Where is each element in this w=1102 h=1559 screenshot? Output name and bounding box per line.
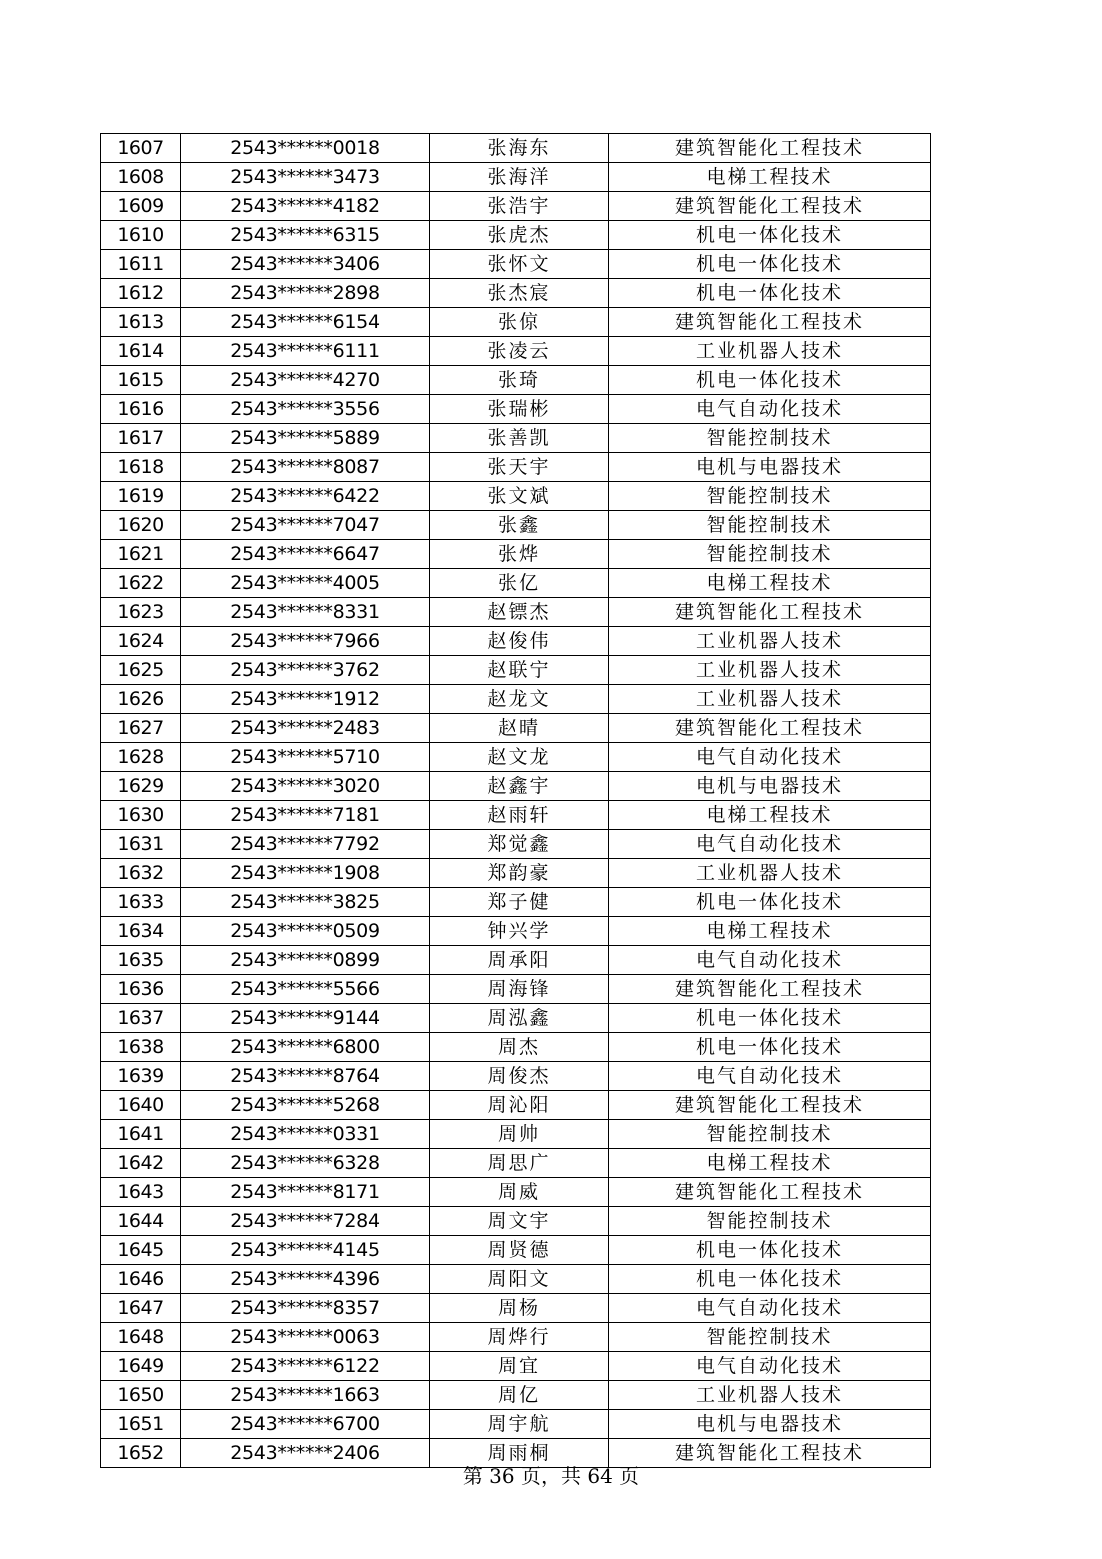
id-number-cell: 2543******8171	[181, 1178, 430, 1207]
table-body	[101, 134, 931, 1468]
id-number-cell: 2543******2483	[181, 714, 430, 743]
table-row	[101, 1410, 931, 1439]
row-number-cell: 1631	[101, 830, 181, 859]
student-name-cell: 张浩宇	[430, 192, 609, 221]
table-row	[101, 192, 931, 221]
id-number-cell: 2543******4270	[181, 366, 430, 395]
table-row	[101, 1381, 931, 1410]
id-number-cell: 2543******0063	[181, 1323, 430, 1352]
row-number-cell: 1639	[101, 1062, 181, 1091]
row-number-cell: 1611	[101, 250, 181, 279]
major-cell: 电气自动化技术	[609, 1294, 931, 1323]
id-number-cell: 2543******7284	[181, 1207, 430, 1236]
student-name-cell: 张海洋	[430, 163, 609, 192]
table-row	[101, 975, 931, 1004]
row-number-cell: 1620	[101, 511, 181, 540]
id-number-cell: 2543******4145	[181, 1236, 430, 1265]
major-cell: 电气自动化技术	[609, 946, 931, 975]
row-number-cell: 1630	[101, 801, 181, 830]
row-number-cell: 1614	[101, 337, 181, 366]
table-row	[101, 540, 931, 569]
student-name-cell: 张善凯	[430, 424, 609, 453]
major-cell: 建筑智能化工程技术	[609, 1439, 931, 1468]
major-cell: 工业机器人技术	[609, 1381, 931, 1410]
row-number-cell: 1609	[101, 192, 181, 221]
student-name-cell: 周承阳	[430, 946, 609, 975]
table-row	[101, 221, 931, 250]
id-number-cell: 2543******2406	[181, 1439, 430, 1468]
id-number-cell: 2543******4182	[181, 192, 430, 221]
id-number-cell: 2543******3406	[181, 250, 430, 279]
major-cell: 工业机器人技术	[609, 337, 931, 366]
table-row	[101, 482, 931, 511]
row-number-cell: 1619	[101, 482, 181, 511]
table-row	[101, 1265, 931, 1294]
student-name-cell: 周亿	[430, 1381, 609, 1410]
student-name-cell: 郑子健	[430, 888, 609, 917]
major-cell: 电机与电器技术	[609, 1410, 931, 1439]
major-cell: 工业机器人技术	[609, 656, 931, 685]
student-name-cell: 周沁阳	[430, 1091, 609, 1120]
table-row	[101, 946, 931, 975]
major-cell: 机电一体化技术	[609, 1236, 931, 1265]
id-number-cell: 2543******6111	[181, 337, 430, 366]
major-cell: 工业机器人技术	[609, 685, 931, 714]
id-number-cell: 2543******7966	[181, 627, 430, 656]
row-number-cell: 1638	[101, 1033, 181, 1062]
student-name-cell: 张天宇	[430, 453, 609, 482]
table-row	[101, 1178, 931, 1207]
major-cell: 机电一体化技术	[609, 221, 931, 250]
major-cell: 机电一体化技术	[609, 1004, 931, 1033]
major-cell: 建筑智能化工程技术	[609, 1178, 931, 1207]
student-name-cell: 周海锋	[430, 975, 609, 1004]
table-row	[101, 1120, 931, 1149]
student-name-cell: 周文宇	[430, 1207, 609, 1236]
id-number-cell: 2543******5566	[181, 975, 430, 1004]
row-number-cell: 1649	[101, 1352, 181, 1381]
major-cell: 电梯工程技术	[609, 801, 931, 830]
table-row	[101, 627, 931, 656]
student-name-cell: 郑韵豪	[430, 859, 609, 888]
id-number-cell: 2543******4005	[181, 569, 430, 598]
page-footer: 第 36 页，共 64 页	[462, 1464, 640, 1488]
student-name-cell: 周杰	[430, 1033, 609, 1062]
student-name-cell: 周贤德	[430, 1236, 609, 1265]
table-row	[101, 598, 931, 627]
table-row	[101, 888, 931, 917]
row-number-cell: 1607	[101, 134, 181, 163]
row-number-cell: 1641	[101, 1120, 181, 1149]
id-number-cell: 2543******3556	[181, 395, 430, 424]
row-number-cell: 1627	[101, 714, 181, 743]
table-row	[101, 1352, 931, 1381]
row-number-cell: 1651	[101, 1410, 181, 1439]
id-number-cell: 2543******0018	[181, 134, 430, 163]
major-cell: 智能控制技术	[609, 540, 931, 569]
student-name-cell: 赵龙文	[430, 685, 609, 714]
major-cell: 机电一体化技术	[609, 279, 931, 308]
table-row	[101, 743, 931, 772]
id-number-cell: 2543******6328	[181, 1149, 430, 1178]
major-cell: 电机与电器技术	[609, 772, 931, 801]
row-number-cell: 1644	[101, 1207, 181, 1236]
table-row	[101, 830, 931, 859]
id-number-cell: 2543******8087	[181, 453, 430, 482]
table-row	[101, 801, 931, 830]
row-number-cell: 1629	[101, 772, 181, 801]
id-number-cell: 2543******6154	[181, 308, 430, 337]
row-number-cell: 1636	[101, 975, 181, 1004]
id-number-cell: 2543******9144	[181, 1004, 430, 1033]
row-number-cell: 1635	[101, 946, 181, 975]
table-row	[101, 685, 931, 714]
id-number-cell: 2543******0331	[181, 1120, 430, 1149]
id-number-cell: 2543******4396	[181, 1265, 430, 1294]
student-name-cell: 张琦	[430, 366, 609, 395]
table-row	[101, 1004, 931, 1033]
table-row	[101, 337, 931, 366]
id-number-cell: 2543******1908	[181, 859, 430, 888]
major-cell: 智能控制技术	[609, 424, 931, 453]
id-number-cell: 2543******1663	[181, 1381, 430, 1410]
major-cell: 机电一体化技术	[609, 1265, 931, 1294]
major-cell: 智能控制技术	[609, 1207, 931, 1236]
row-number-cell: 1647	[101, 1294, 181, 1323]
id-number-cell: 2543******8764	[181, 1062, 430, 1091]
major-cell: 电机与电器技术	[609, 453, 931, 482]
table-row	[101, 859, 931, 888]
table-row	[101, 424, 931, 453]
major-cell: 电气自动化技术	[609, 1352, 931, 1381]
student-name-cell: 赵鑫宇	[430, 772, 609, 801]
table-row	[101, 1149, 931, 1178]
row-number-cell: 1646	[101, 1265, 181, 1294]
id-number-cell: 2543******0899	[181, 946, 430, 975]
major-cell: 机电一体化技术	[609, 250, 931, 279]
student-name-cell: 钟兴学	[430, 917, 609, 946]
student-name-cell: 周烨行	[430, 1323, 609, 1352]
major-cell: 建筑智能化工程技术	[609, 192, 931, 221]
student-name-cell: 张倞	[430, 308, 609, 337]
id-number-cell: 2543******7181	[181, 801, 430, 830]
table-row	[101, 250, 931, 279]
student-name-cell: 周思广	[430, 1149, 609, 1178]
major-cell: 智能控制技术	[609, 1120, 931, 1149]
student-name-cell: 赵镖杰	[430, 598, 609, 627]
major-cell: 电气自动化技术	[609, 395, 931, 424]
major-cell: 建筑智能化工程技术	[609, 598, 931, 627]
id-number-cell: 2543******3020	[181, 772, 430, 801]
table-row	[101, 308, 931, 337]
row-number-cell: 1618	[101, 453, 181, 482]
id-number-cell: 2543******6315	[181, 221, 430, 250]
id-number-cell: 2543******6700	[181, 1410, 430, 1439]
major-cell: 电气自动化技术	[609, 1062, 931, 1091]
major-cell: 建筑智能化工程技术	[609, 308, 931, 337]
table-row	[101, 1294, 931, 1323]
major-cell: 电梯工程技术	[609, 163, 931, 192]
student-name-cell: 张海东	[430, 134, 609, 163]
major-cell: 机电一体化技术	[609, 1033, 931, 1062]
student-name-cell: 赵文龙	[430, 743, 609, 772]
row-number-cell: 1625	[101, 656, 181, 685]
student-name-cell: 张凌云	[430, 337, 609, 366]
table-row	[101, 134, 931, 163]
id-number-cell: 2543******8331	[181, 598, 430, 627]
major-cell: 机电一体化技术	[609, 366, 931, 395]
major-cell: 智能控制技术	[609, 511, 931, 540]
major-cell: 建筑智能化工程技术	[609, 134, 931, 163]
student-name-cell: 周宇航	[430, 1410, 609, 1439]
table-row	[101, 366, 931, 395]
major-cell: 建筑智能化工程技术	[609, 714, 931, 743]
major-cell: 工业机器人技术	[609, 627, 931, 656]
row-number-cell: 1621	[101, 540, 181, 569]
id-number-cell: 2543******7792	[181, 830, 430, 859]
row-number-cell: 1637	[101, 1004, 181, 1033]
row-number-cell: 1642	[101, 1149, 181, 1178]
table-row	[101, 1236, 931, 1265]
table-row	[101, 714, 931, 743]
row-number-cell: 1648	[101, 1323, 181, 1352]
id-number-cell: 2543******3825	[181, 888, 430, 917]
student-name-cell: 周俊杰	[430, 1062, 609, 1091]
row-number-cell: 1622	[101, 569, 181, 598]
student-name-cell: 张瑞彬	[430, 395, 609, 424]
id-number-cell: 2543******3473	[181, 163, 430, 192]
major-cell: 电梯工程技术	[609, 917, 931, 946]
id-number-cell: 2543******8357	[181, 1294, 430, 1323]
major-cell: 建筑智能化工程技术	[609, 975, 931, 1004]
student-name-cell: 张文斌	[430, 482, 609, 511]
row-number-cell: 1608	[101, 163, 181, 192]
table-row	[101, 1062, 931, 1091]
student-name-cell: 赵雨轩	[430, 801, 609, 830]
row-number-cell: 1626	[101, 685, 181, 714]
student-name-cell: 张烨	[430, 540, 609, 569]
row-number-cell: 1616	[101, 395, 181, 424]
major-cell: 电梯工程技术	[609, 1149, 931, 1178]
student-name-cell: 周杨	[430, 1294, 609, 1323]
table-row	[101, 772, 931, 801]
major-cell: 电气自动化技术	[609, 743, 931, 772]
row-number-cell: 1645	[101, 1236, 181, 1265]
row-number-cell: 1613	[101, 308, 181, 337]
row-number-cell: 1615	[101, 366, 181, 395]
major-cell: 工业机器人技术	[609, 859, 931, 888]
table-row	[101, 1323, 931, 1352]
table-row	[101, 656, 931, 685]
row-number-cell: 1640	[101, 1091, 181, 1120]
id-number-cell: 2543******6800	[181, 1033, 430, 1062]
table-row	[101, 1091, 931, 1120]
student-name-cell: 张虎杰	[430, 221, 609, 250]
row-number-cell: 1652	[101, 1439, 181, 1468]
row-number-cell: 1632	[101, 859, 181, 888]
id-number-cell: 2543******5710	[181, 743, 430, 772]
table-row	[101, 917, 931, 946]
student-name-cell: 张怀文	[430, 250, 609, 279]
row-number-cell: 1628	[101, 743, 181, 772]
major-cell: 电梯工程技术	[609, 569, 931, 598]
table-row	[101, 1033, 931, 1062]
id-number-cell: 2543******1912	[181, 685, 430, 714]
table-row	[101, 163, 931, 192]
student-name-cell: 赵联宁	[430, 656, 609, 685]
table-row	[101, 1207, 931, 1236]
table-row	[101, 395, 931, 424]
row-number-cell: 1617	[101, 424, 181, 453]
row-number-cell: 1612	[101, 279, 181, 308]
id-number-cell: 2543******0509	[181, 917, 430, 946]
table-row	[101, 569, 931, 598]
student-name-cell: 赵晴	[430, 714, 609, 743]
id-number-cell: 2543******6122	[181, 1352, 430, 1381]
row-number-cell: 1623	[101, 598, 181, 627]
row-number-cell: 1633	[101, 888, 181, 917]
student-name-cell: 郑觉鑫	[430, 830, 609, 859]
student-name-cell: 张亿	[430, 569, 609, 598]
id-number-cell: 2543******2898	[181, 279, 430, 308]
id-number-cell: 2543******6422	[181, 482, 430, 511]
row-number-cell: 1643	[101, 1178, 181, 1207]
student-name-cell: 张鑫	[430, 511, 609, 540]
row-number-cell: 1610	[101, 221, 181, 250]
student-list-table	[100, 133, 931, 1468]
student-name-cell: 周宜	[430, 1352, 609, 1381]
major-cell: 智能控制技术	[609, 482, 931, 511]
student-name-cell: 周阳文	[430, 1265, 609, 1294]
table-row	[101, 511, 931, 540]
table-row	[101, 279, 931, 308]
row-number-cell: 1634	[101, 917, 181, 946]
id-number-cell: 2543******3762	[181, 656, 430, 685]
student-name-cell: 张杰宸	[430, 279, 609, 308]
row-number-cell: 1650	[101, 1381, 181, 1410]
major-cell: 智能控制技术	[609, 1323, 931, 1352]
row-number-cell: 1624	[101, 627, 181, 656]
id-number-cell: 2543******5889	[181, 424, 430, 453]
student-name-cell: 周雨桐	[430, 1439, 609, 1468]
student-name-cell: 赵俊伟	[430, 627, 609, 656]
table-row	[101, 453, 931, 482]
student-name-cell: 周泓鑫	[430, 1004, 609, 1033]
id-number-cell: 2543******6647	[181, 540, 430, 569]
id-number-cell: 2543******7047	[181, 511, 430, 540]
major-cell: 机电一体化技术	[609, 888, 931, 917]
student-name-cell: 周威	[430, 1178, 609, 1207]
major-cell: 建筑智能化工程技术	[609, 1091, 931, 1120]
id-number-cell: 2543******5268	[181, 1091, 430, 1120]
student-name-cell: 周帅	[430, 1120, 609, 1149]
major-cell: 电气自动化技术	[609, 830, 931, 859]
